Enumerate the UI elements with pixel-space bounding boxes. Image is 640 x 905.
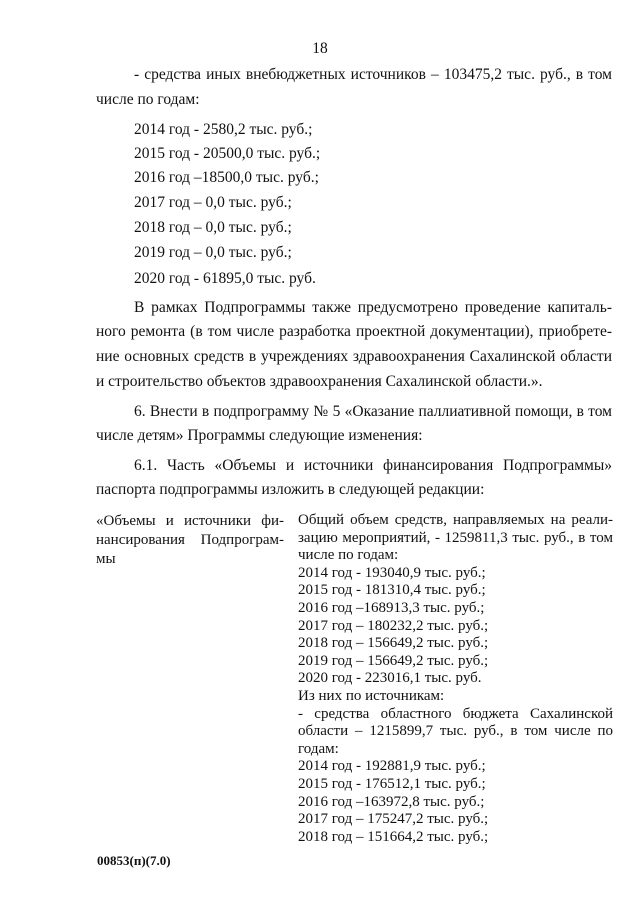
table-right-line: 2016 год –163972,8 тыс. руб.; [298, 793, 485, 810]
paragraph-capital-line-2: ного ремонта (в том числе разработка проектной документации), приобрете- [96, 323, 612, 340]
paragraph-item61-line-1: 6.1. Часть «Объемы и источники финансирования Подпрограммы» [134, 457, 612, 474]
table-right-line: 2015 год - 176512,1 тыс. руб.; [298, 775, 486, 792]
table-right-line: годам: [298, 740, 339, 757]
paragraph-item6-line-2: числе детям» Программы следующие изменения: [96, 427, 423, 444]
table-right-line: 2014 год - 193040,9 тыс. руб.; [298, 564, 486, 581]
table-left-cell [96, 512, 284, 569]
table-right-line: Из них по источникам: [298, 687, 445, 704]
table-left-line: мы [96, 551, 116, 567]
table-left-line: нансирования Подпрограм- [96, 532, 284, 548]
year-line-2017: 2017 год – 0,0 тыс. руб.; [134, 194, 292, 211]
table-left-line: «Объемы и источники фи- [96, 513, 284, 529]
table-right-line: 2019 год – 156649,2 тыс. руб.; [298, 652, 489, 669]
table-right-cell [298, 512, 613, 846]
table-right-line: 2015 год - 181310,4 тыс. руб.; [298, 582, 486, 599]
table-right-line: числе по годам: [298, 547, 399, 564]
paragraph-item61-line-2: паспорта подпрограммы изложить в следующей редакции: [96, 481, 485, 498]
year-line-2016: 2016 год –18500,0 тыс. руб.; [134, 169, 319, 186]
page-number: 18 [312, 40, 328, 57]
year-line-2019: 2019 год – 0,0 тыс. руб.; [134, 244, 292, 261]
year-line-2015: 2015 год - 20500,0 тыс. руб.; [134, 145, 321, 162]
table-right-line: 2020 год - 223016,1 тыс. руб. [298, 670, 482, 687]
year-line-2020: 2020 год - 61895,0 тыс. руб. [134, 270, 316, 287]
table-right-line: 2017 год – 175247,2 тыс. руб.; [298, 811, 489, 828]
paragraph-capital-line-3: ние основных средств в учреждениях здравоохранения Сахалинской области [96, 348, 612, 365]
year-line-2014: 2014 год - 2580,2 тыс. руб.; [134, 121, 313, 138]
text-line-by-years: числе по годам: [96, 91, 200, 108]
table-right-line: Общий объем средств, направляемых на реали- [298, 512, 613, 528]
paragraph-capital-line-4: и строительство объектов здравоохранения Сахалинской области.». [96, 373, 543, 390]
paragraph-capital-line-1: В рамках Подпрограммы также предусмотрено проведение капиталь- [134, 299, 612, 316]
table-right-line: зацию мероприятий, - 1259811,3 тыс. руб., в том [298, 529, 613, 546]
paragraph-item6-line-1: 6. Внести в подпрограмму № 5 «Оказание паллиативной помощи, в том [134, 403, 612, 420]
document-code: 00853(п)(7.0) [97, 853, 171, 868]
table-right-line: - средства областного бюджета Сахалинской [298, 705, 613, 722]
table-right-line: области – 1215899,7 тыс. руб., в том числе по [298, 723, 613, 740]
table-right-line: 2016 год –168913,3 тыс. руб.; [298, 599, 485, 616]
table-right-line: 2014 год - 192881,9 тыс. руб.; [298, 758, 486, 775]
table-right-line: 2018 год – 151664,2 тыс. руб.; [298, 828, 489, 845]
year-line-2018: 2018 год – 0,0 тыс. руб.; [134, 219, 292, 236]
table-right-line: 2017 год – 180232,2 тыс. руб.; [298, 617, 489, 634]
text-line-other-sources: - средства иных внебюджетных источников – 103475,2 тыс. руб., в том [134, 66, 612, 83]
table-right-line: 2018 год – 156649,2 тыс. руб.; [298, 635, 489, 652]
